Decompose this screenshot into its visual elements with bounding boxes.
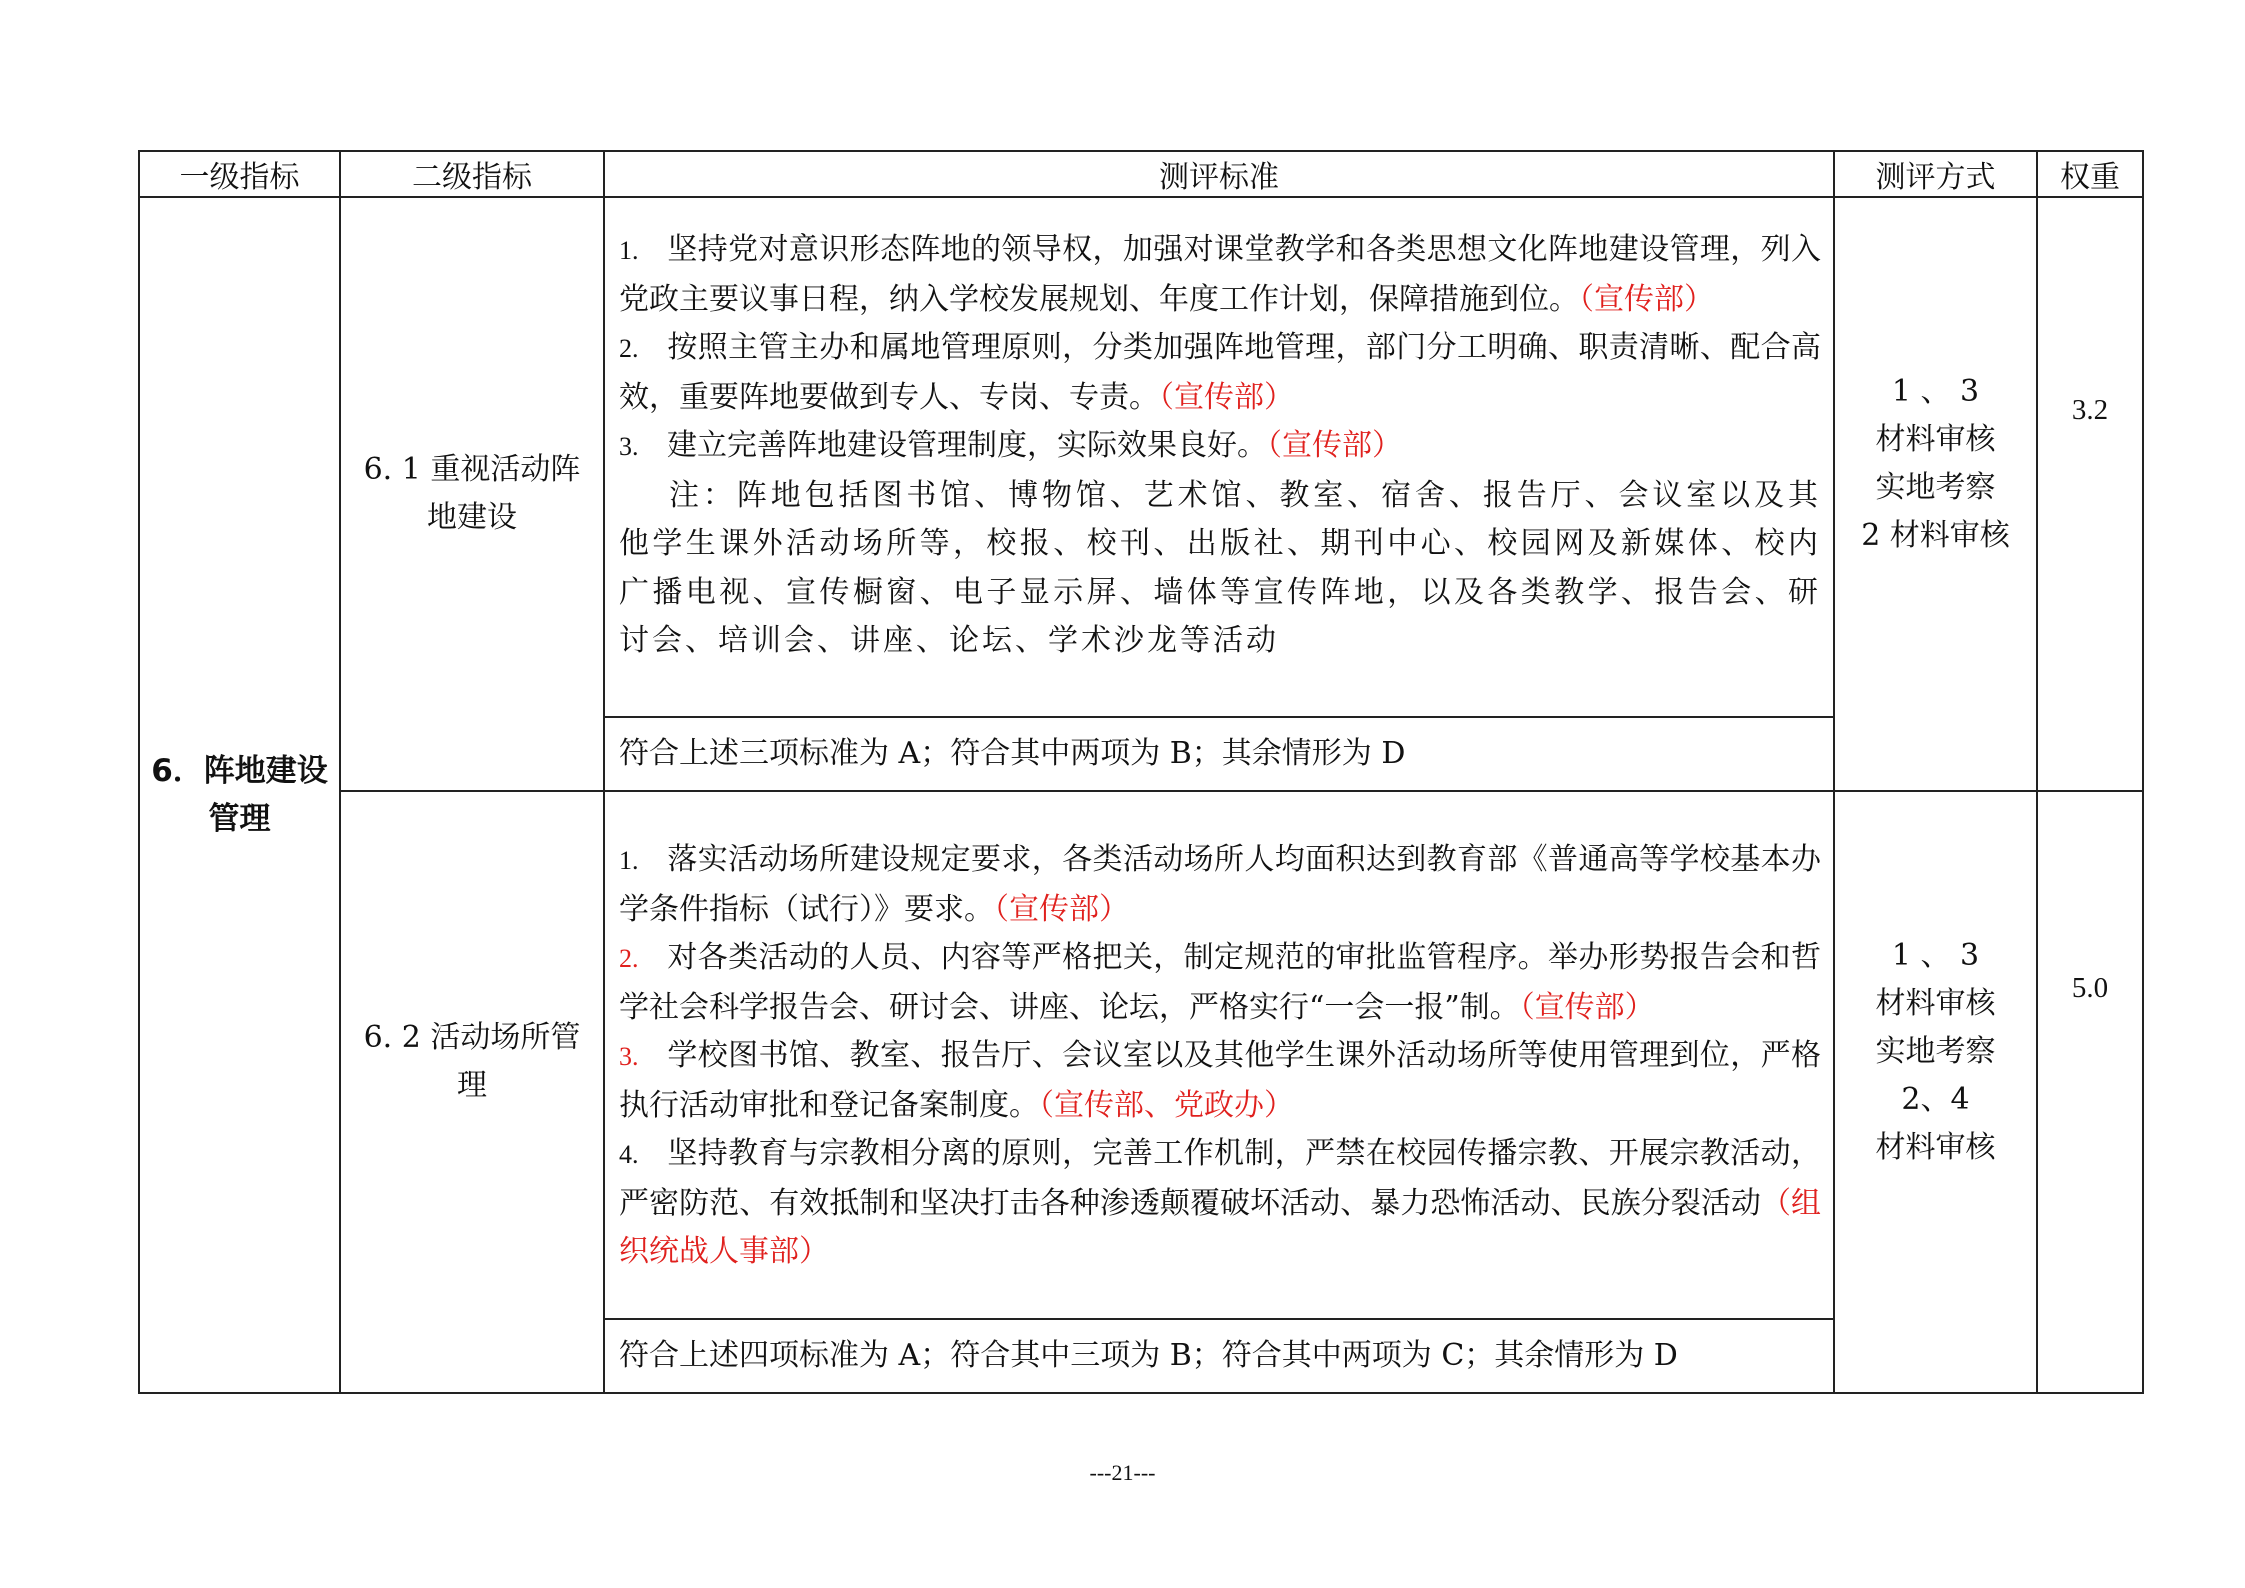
level2-label: 6. 2 活动场所管理 [363,1020,581,1103]
note-text: 注：阵地包括图书馆、博物馆、艺术馆、教室、宿舍、报告厅、会议室以及其他学生课外活动场所等，校报、校刊、出版社、期刊中心、校园网及新媒体、校内广播电视、宣传橱窗、电子显示屏、墙体等宣传阵地，以及各类教学、报告会、研讨会、培训会、讲座、论坛、学术沙龙等活动 [619,477,1821,658]
evaluation-table [138,150,2144,1394]
dept-tag: （宣传部） [1267,428,1402,463]
table-row [139,791,2143,1393]
level2-cell [340,791,604,1393]
list-item: 2. 按照主管主办和属地管理原则，分类加强阵地管理，部门分工明确、职责清晰、配合高效，重要阵地要做到专人、专岗、专责。（宣传部） [619,330,1821,415]
header-method: 测评方式 [1834,151,2037,197]
level2-cell [340,197,604,791]
header-standard: 测评标准 [604,151,1834,197]
dept-tag: （宣传部、党政办） [1039,1087,1294,1123]
table-header-row [139,151,2143,197]
weight-cell [2037,791,2143,1393]
list-item: 3. 学校图书馆、教室、报告厅、会议室以及其他学生课外活动场所等使用管理到位，严格执行活动审批和登记备案制度。（宣传部、党政办） [619,1038,1821,1123]
list-item: 3. 建立完善阵地建设管理制度，实际效果良好。（宣传部） [619,428,1402,463]
method-list: 1 、 3 材料审核 实地考察 2、4 材料审核 [1875,938,1996,1165]
weight-value: 5.0 [2071,972,2109,1004]
level1-cell [139,197,340,1393]
header-weight: 权重 [2037,151,2143,197]
grading-rule: 符合上述四项标准为 A；符合其中三项为 B；符合其中两项为 C；其余情形为 D [619,1338,1678,1373]
method-list: 1 、 3 材料审核 实地考察 2 材料审核 [1861,374,2010,553]
dept-tag: （宣传部） [994,891,1129,927]
list-item: 4. 坚持教育与宗教相分离的原则，完善工作机制，严禁在校园传播宗教、开展宗教活动，严密防范、有效抵制和坚决打击各种渗透颠覆破坏活动、暴力恐怖活动、民族分裂活动（组织统战人事部） [619,1136,1822,1269]
standard-cell [604,791,1834,1393]
list-item: 2. 对各类活动的人员、内容等严格把关，制定规范的审批监管程序。举办形势报告会和哲学社会科学报告会、研讨会、讲座、论坛，严格实行“一会一报”制。（宣传部） [619,940,1821,1025]
level2-label: 6. 1 重视活动阵地建设 [363,452,581,535]
standard-items [605,198,1833,718]
dept-tag: （组织统战人事部） [619,1185,1822,1269]
dept-tag: （宣传部） [1579,281,1714,317]
list-item: 1. 落实活动场所建设规定要求，各类活动场所人均面积达到教育部《普通高等学校基本办学条件指标（试行）》要求。（宣传部） [619,842,1821,927]
grading-rule: 符合上述三项标准为 A；符合其中两项为 B；其余情形为 D [619,736,1406,771]
dept-tag: （宣传部） [1159,379,1294,415]
level1-label: 6．阵地建设管理 [151,753,328,837]
weight-cell [2037,197,2143,791]
dept-tag: （宣传部） [1519,989,1655,1025]
method-cell [1834,197,2037,791]
header-level2: 二级指标 [340,151,604,197]
weight-value: 3.2 [2071,394,2109,426]
table-row [139,197,2143,791]
page-number: ---21--- [1089,1460,1156,1485]
standard-items [605,792,1833,1320]
method-cell [1834,791,2037,1393]
list-item: 1. 坚持党对意识形态阵地的领导权，加强对课堂教学和各类思想文化阵地建设管理，列入党政主要议事日程，纳入学校发展规划、年度工作计划，保障措施到位。（宣传部） [619,232,1821,317]
header-level1: 一级指标 [139,151,340,197]
standard-cell [604,197,1834,791]
